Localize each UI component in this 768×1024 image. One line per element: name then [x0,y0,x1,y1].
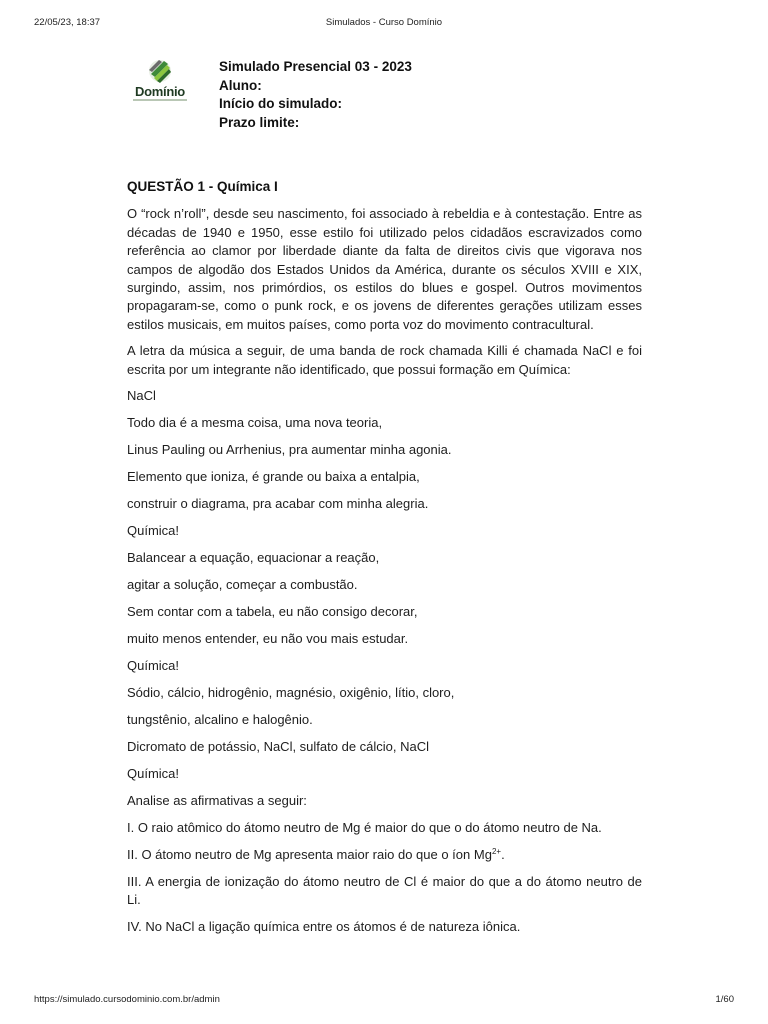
lyric-line: agitar a solução, começar a combustão. [127,577,358,593]
lyric-line: Química! [127,523,180,539]
deadline-label: Prazo limite: [219,114,300,130]
exam-header [219,58,412,132]
statement-2 [127,846,642,864]
lyric-line: NaCl [127,388,156,404]
statement-4: IV. No NaCl a ligação química entre os átomos é de natureza iônica. [127,918,521,934]
lyric-line: Dicromato de potássio, NaCl, sulfato de cálcio, NaCl [127,739,430,755]
dominio-logo [131,58,189,104]
statement-2-text: II. O átomo neutro de Mg apresenta maior raio do que o íon Mg [127,847,492,863]
lyric-line: Sem contar com a tabela, eu não consigo decorar, [127,604,418,620]
exam-title: Simulado Presencial 03 - 2023 [219,59,412,74]
lyric-line: Sódio, cálcio, hidrogênio, magnésio, oxigênio, lítio, cloro, [127,685,455,701]
statement-1: I. O raio atômico do átomo neutro de Mg é maior do que o do átomo neutro de Na. [127,820,602,836]
lyric-line: Química! [127,658,180,674]
lyric-line: Química! [127,766,180,782]
lyric-line: Todo dia é a mesma coisa, uma nova teoria, [127,415,383,431]
lyric-line: muito menos entender, eu não vou mais estudar. [127,631,409,647]
start-label: Início do simulado: [219,96,343,111]
lyric-line: construir o diagrama, pra acabar com minha alegria. [127,496,429,512]
question-content [127,178,642,945]
question-number: QUESTÃO 1 [127,179,206,194]
statement-2-end: . [501,847,505,863]
lyric-line: Balancear a equação, equacionar a reação, [127,550,380,566]
intro-paragraph-2: A letra da música a seguir, de uma banda de rock chamada Killi é chamada NaCl e foi escrita por um integrante não identificado, que possui formação em Química: [127,343,642,377]
print-header [34,17,734,31]
lyric-line: tungstênio, alcalino e halogênio. [127,712,313,728]
analysis-prompt: Analise as afirmativas a seguir: [127,793,307,809]
intro-paragraph-1: O “rock n’roll”, desde seu nascimento, foi associado à rebeldia e à contestação. Entre as décadas de 1940 e 1950, esse estilo foi utilizado pelos cidadãos escravizados como referência ao clamor por liberdade diante da falta de direitos civis que vigorava nos campos de algodão dos Estados Unidos da América, durante os séculos XVIII e XIX, surgindo, assim, nos primórdios, os estilos do blues e gospel. Outros movimentos propagaram-se, como o punk rock, e os jovens de diferentes gerações utilizam esses estilos musicais, em muitos países, como porta voz do movimento contracultural. [127,206,642,332]
question-separator: - [205,179,218,194]
page-url: https://simulado.cursodominio.com.br/admin [34,994,220,1005]
question-heading [127,178,642,196]
question-subject: Química I [217,179,278,194]
statement-3: III. A energia de ionização do átomo neutro de Cl é maior do que a do átomo neutro de Li. [127,874,642,908]
logo-tagline-bar [133,99,187,101]
student-label: Aluno: [219,77,262,93]
logo-wordmark: Domínio [135,84,185,99]
print-datetime: 22/05/23, 18:37 [34,17,101,28]
page-number: 1/60 [715,994,734,1005]
lyric-line: Elemento que ioniza, é grande ou baixa a entalpia, [127,469,420,485]
lyric-line: Linus Pauling ou Arrhenius, pra aumentar minha agonia. [127,442,452,458]
print-footer [34,994,734,1008]
statement-2-superscript: 2+ [491,847,502,857]
print-title: Simulados - Curso Domínio [325,17,443,28]
dominio-logo-icon [131,58,189,86]
